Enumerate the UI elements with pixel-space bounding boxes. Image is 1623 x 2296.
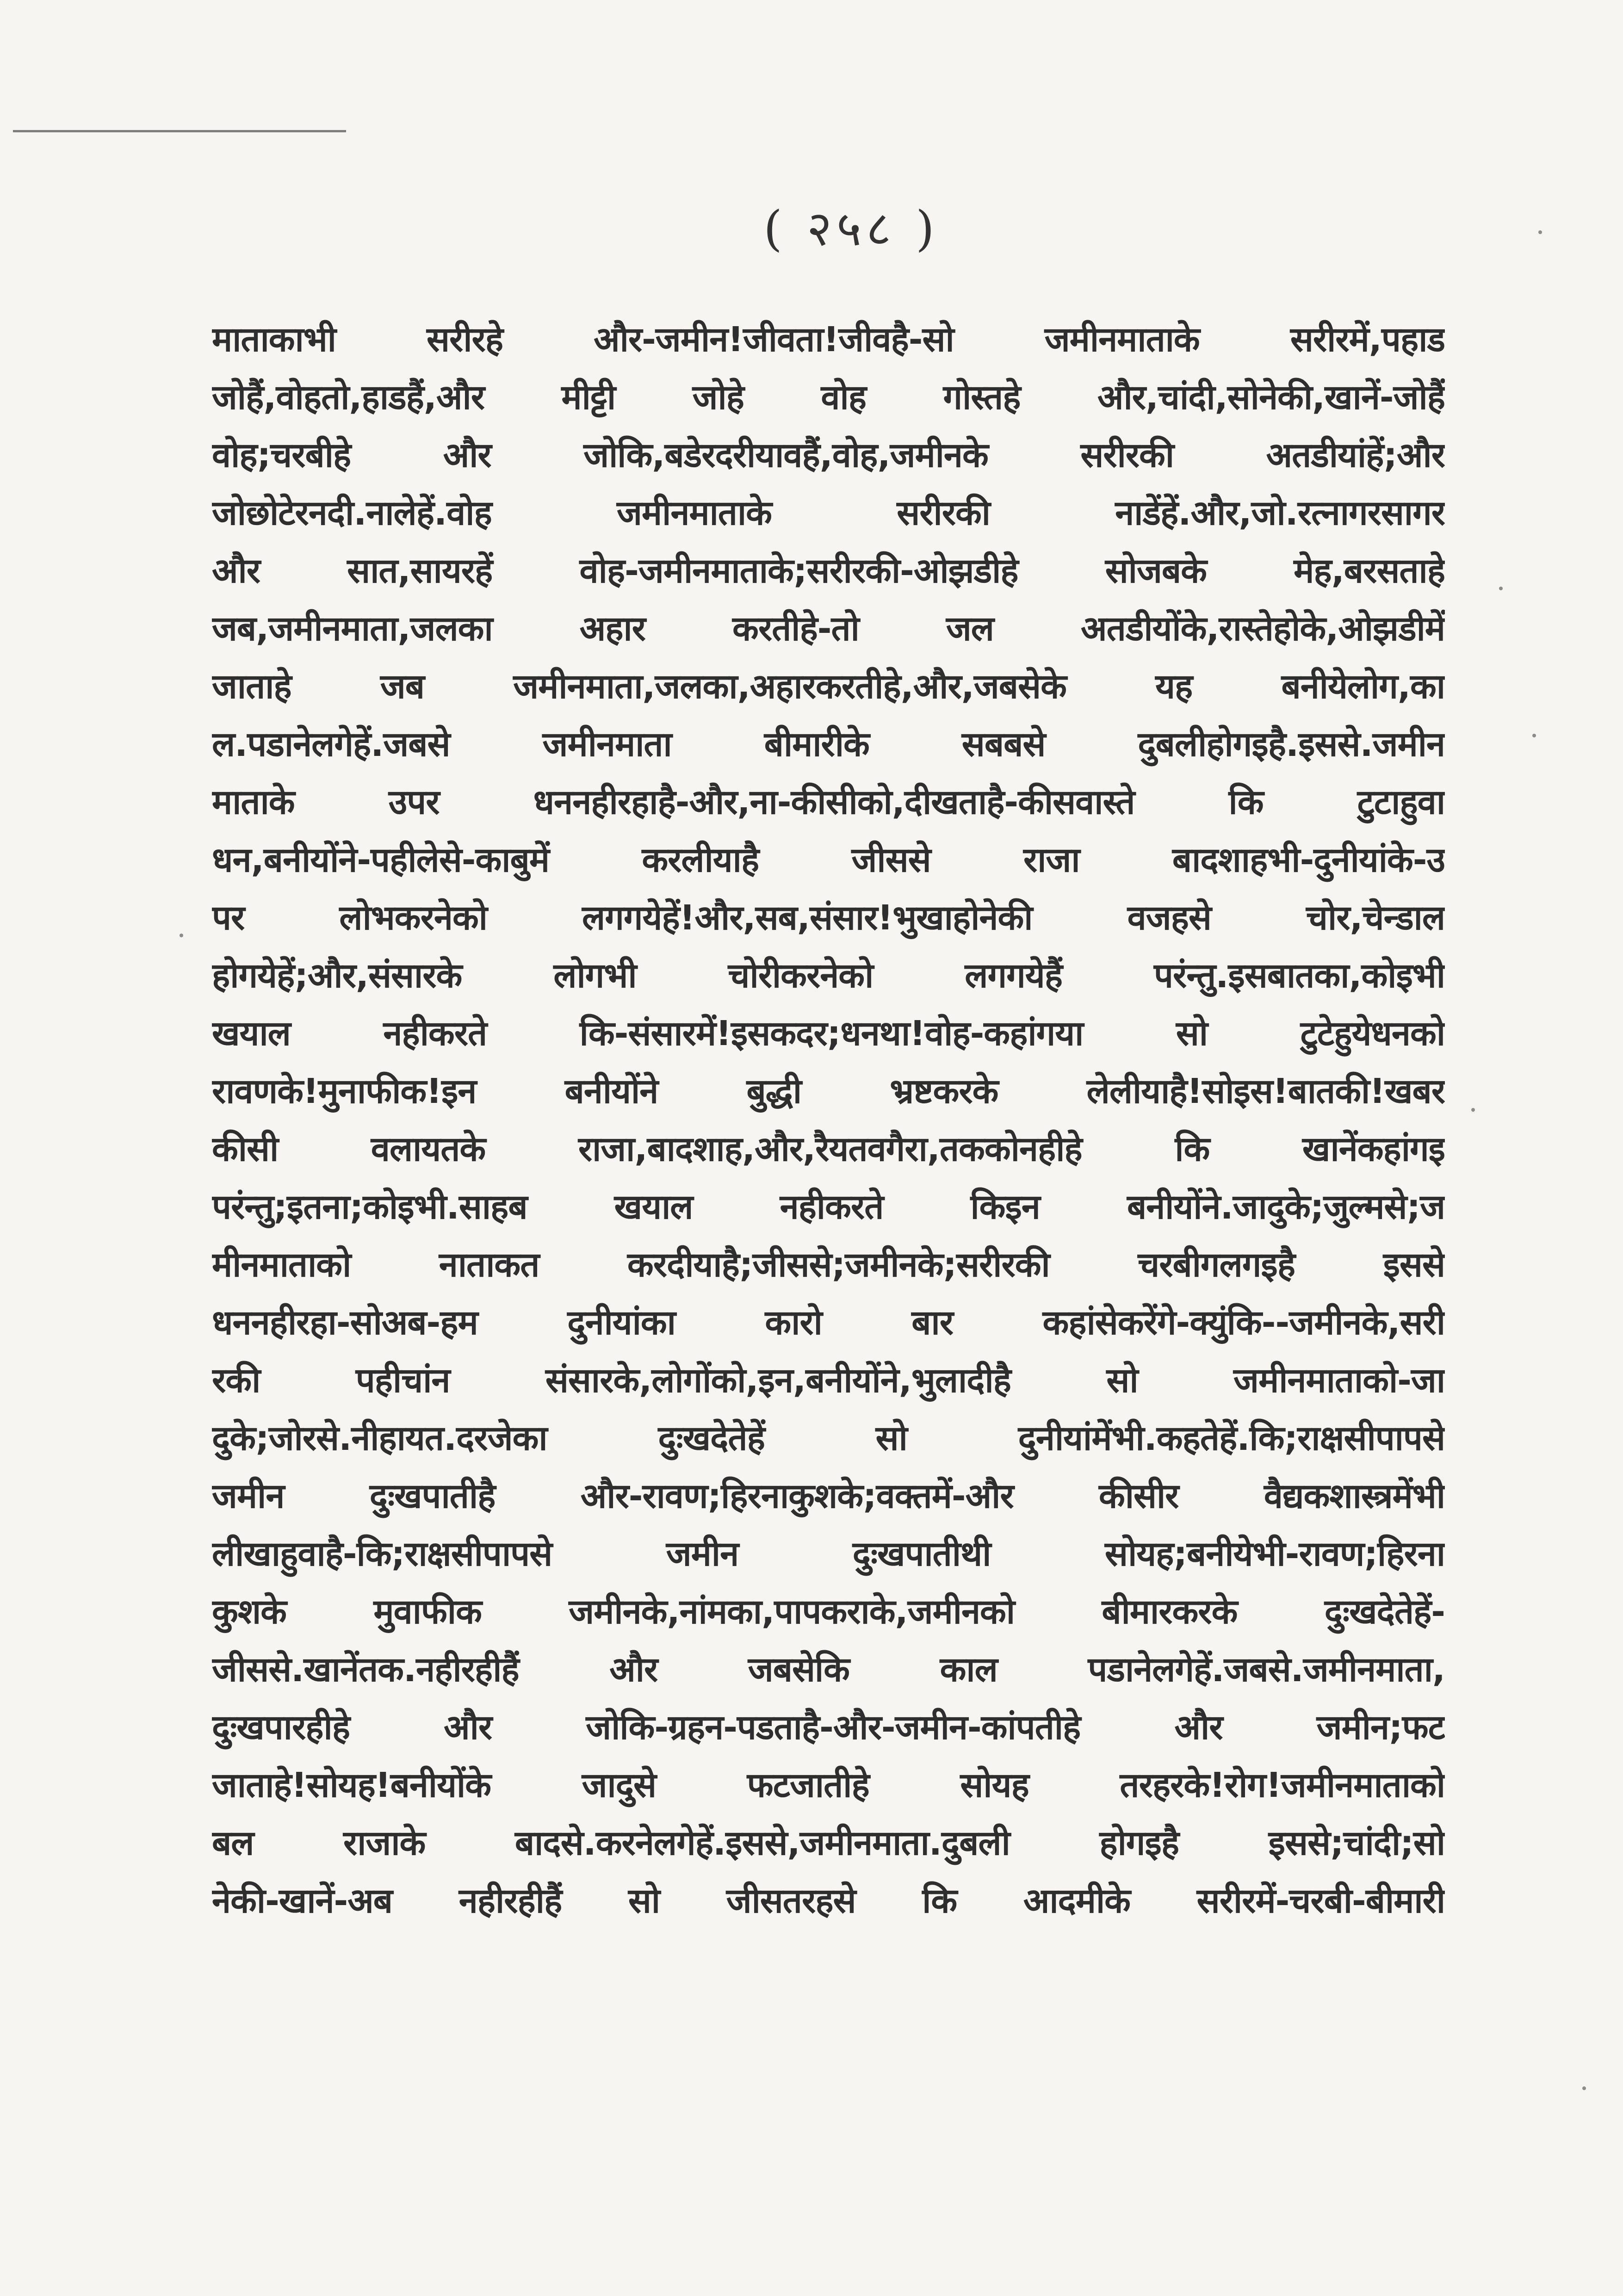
text-line: माताकाभी सरीरहे और-जमीन!जीवता!जीवहै-सो जमीनमाताके सरीरमें,पहाड [212, 320, 1445, 359]
text-line: ल.पडानेलगेहें.जबसे जमीनमाता बीमारीके सबबसे दुबलीहोगइहै.इससे.जमीन [212, 724, 1445, 764]
scan-speck [1499, 587, 1503, 590]
text-line: बल राजाके बादसे.करनेलगेहें.इससे,जमीनमाता.दुबली होगइहै इससे;चांदी;सो [212, 1823, 1445, 1863]
text-line: जमीन दुःखपातीहै और-रावण;हिरनाकुशके;वक्तमें-और कीसीर वैद्यकशास्त्रमेंभी [212, 1476, 1445, 1516]
text-line: दुके;जोरसे.नीहायत.दरजेका दुःखदेतेहें सो दुनीयांमेंभी.कहतेहें.कि;राक्षसीपापसे [212, 1418, 1445, 1458]
text-line: और सात,सायरहें वोह-जमीनमाताके;सरीरकी-ओझडीहे सोजबके मेह,बरसताहे [212, 551, 1445, 591]
text-line: जोहैं,वोहतो,हाडहैं,और मीट्टी जोहे वोह गोस्तहे और,चांदी,सोनेकी,खानें-जोहैं [212, 378, 1445, 417]
text-line: मीनमाताको नाताकत करदीयाहै;जीससे;जमीनके;सरीरकी चरबीगलगइहै इससे [212, 1245, 1445, 1285]
text-line: जाताहे जब जमीनमाता,जलका,अहारकरतीहे,और,जबसेके यह बनीयेलोग,का [212, 667, 1445, 706]
scan-speck [180, 934, 183, 937]
scan-speck [1532, 734, 1536, 737]
top-rule-line [13, 130, 346, 132]
text-line: जाताहे!सोयह!बनीयोंके जादुसे फटजातीहे सोयह तरहरके!रोग!जमीनमाताको [212, 1765, 1445, 1805]
scan-speck [1471, 1108, 1475, 1112]
text-line: खयाल नहीकरते कि-संसारमें!इसकदर;धनथा!वोह-कहांगया सो टुटेहुयेधनको [212, 1014, 1445, 1053]
scan-speck [1582, 2086, 1586, 2090]
page-number: ( २५८ ) [763, 200, 939, 257]
text-line: दुःखपारहीहे और जोकि-ग्रहन-पडताहै-और-जमीन-कांपतीहे और जमीन;फट [212, 1708, 1445, 1747]
text-line: जब,जमीनमाता,जलका अहार करतीहे-तो जल अतडीयोंके,रास्तेहोके,ओझडीमें [212, 609, 1445, 649]
text-line: वोह;चरबीहे और जोकि,बडेरदरीयावहैं,वोह,जमीनके सरीरकी अतडीयांहें;और [212, 435, 1445, 475]
text-line: परंन्तु;इतना;कोइभी.साहब खयाल नहीकरते किइन बनीयोंने.जादुके;जुल्मसे;ज [212, 1187, 1445, 1227]
text-line: होगयेहें;और,संसारके लोगभी चोरीकरनेको लगगयेहैं परंन्तु.इसबातका,कोइभी [212, 956, 1445, 996]
body-text [212, 311, 1445, 1930]
text-line: जोछोटेरनदी.नालेहें.वोह जमीनमाताके सरीरकी नाडेंहें.और,जो.रत्नागरसागर [212, 493, 1445, 533]
text-line: धन,बनीयोंने-पहीलेसे-काबुमें करलीयाहै जीससे राजा बादशाहभी-दुनीयांके-उ [212, 840, 1445, 880]
text-line: रावणके!मुनाफीक!इन बनीयोंने बुद्धी भ्रष्टकरके लेलीयाहै!सोइस!बातकी!खबर [212, 1071, 1445, 1111]
text-line: पर लोभकरनेको लगगयेहें!और,सब,संसार!भुखाहोनेकी वजहसे चोर,चेन्डाल [212, 898, 1445, 938]
scan-speck [1538, 230, 1542, 234]
text-line: माताके उपर धननहीरहाहै-और,ना-कीसीको,दीखताहै-कीसवास्ते कि टुटाहुवा [212, 782, 1445, 822]
text-line: जीससे.खानेंतक.नहीरहीहैं और जबसेकि काल पडानेलगेहें.जबसे.जमीनमाता, [212, 1650, 1445, 1690]
text-line: रकी पहीचांन संसारके,लोगोंको,इन,बनीयोंने,भुलादीहै सो जमीनमाताको-जा [212, 1361, 1445, 1400]
text-line: लीखाहुवाहै-कि;राक्षसीपापसे जमीन दुःखपातीथी सोयह;बनीयेभी-रावण;हिरना [212, 1534, 1445, 1574]
text-line: कुशके मुवाफीक जमीनके,नांमका,पापकराके,जमीनको बीमारकरके दुःखदेतेहें- [212, 1592, 1445, 1632]
text-line: धननहीरहा-सोअब-हम दुनीयांका कारो बार कहांसेकरेंगे-क्युंकि--जमीनके,सरी [212, 1303, 1445, 1343]
text-line: नेकी-खानें-अब नहीरहीहैं सो जीसतरहसे कि आदमीके सरीरमें-चरबी-बीमारी [212, 1881, 1445, 1921]
text-line: कीसी वलायतके राजा,बादशाह,और,रैयतवगैरा,तककोनहीहे कि खानेंकहांगइ [212, 1129, 1445, 1169]
